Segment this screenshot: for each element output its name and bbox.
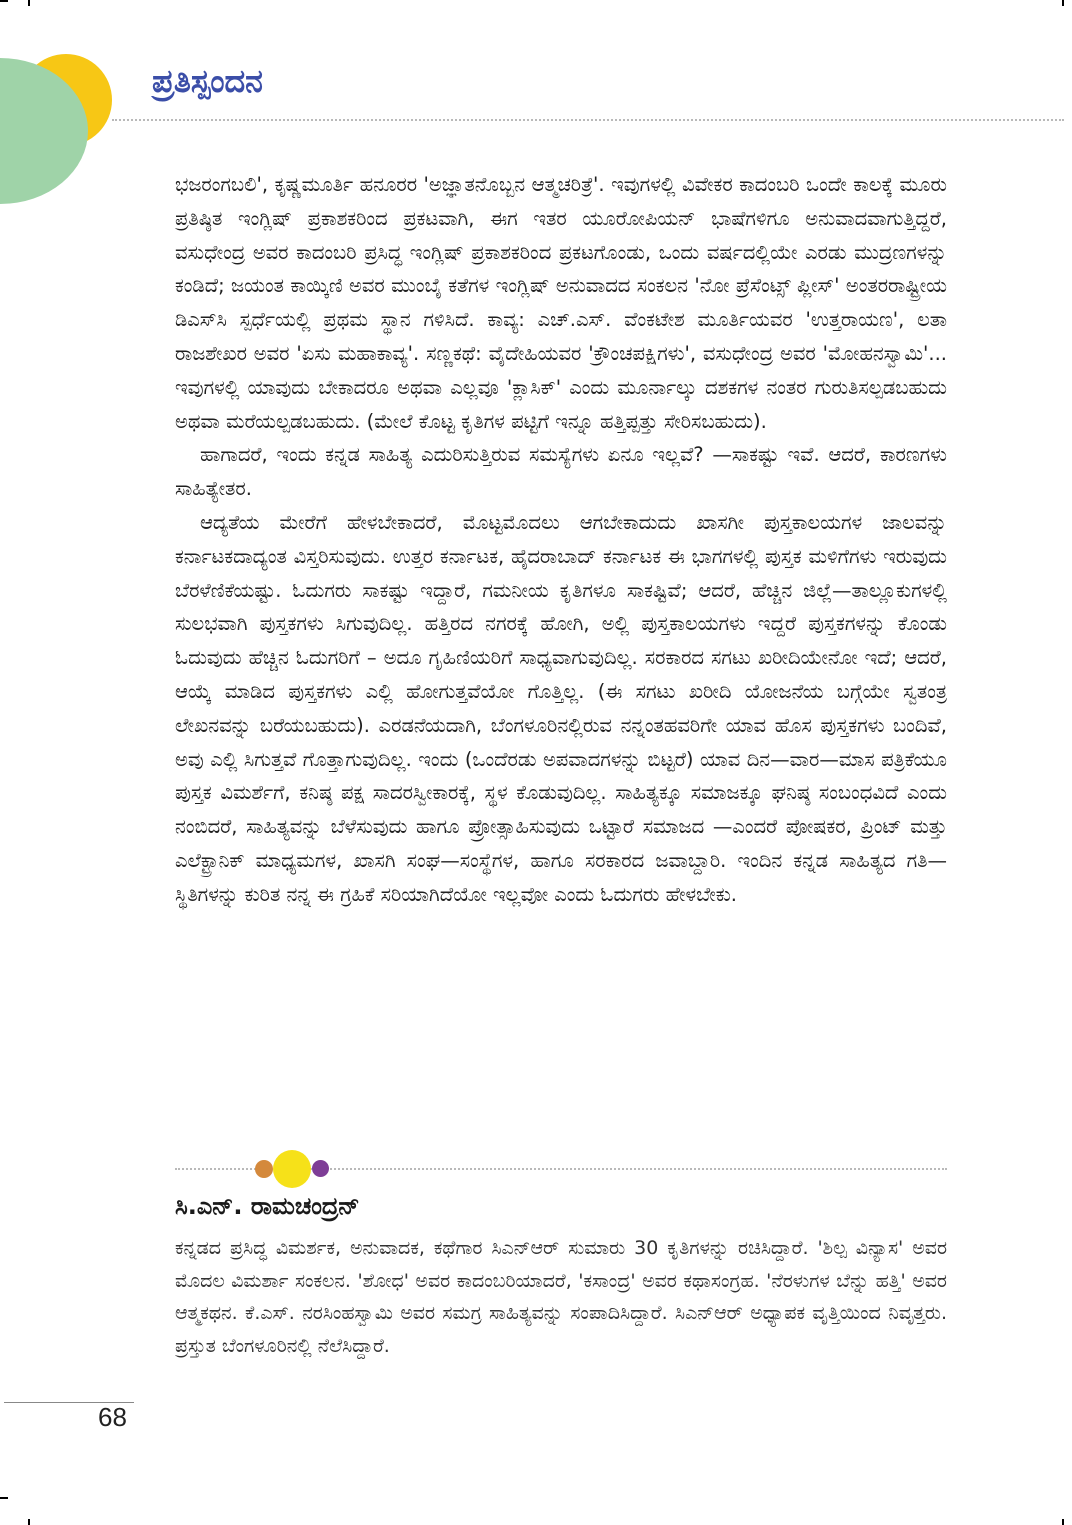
article-paragraph: ಭಜರಂಗಬಲಿ', ಕೃಷ್ಣಮೂರ್ತಿ ಹನೂರರ 'ಅಜ್ಞಾತನೊಬ್ಬನ ಆತ್ಮಚರಿತ್ರೆ'. ಇವುಗಳಲ್ಲಿ ವಿವೇಕರ ಕಾದಂಬರಿ ಒಂದೇ ಕಾಲಕ್ಕೆ ಮೂರು ಪ್ರತಿಷ್ಠಿತ ಇಂಗ್ಲಿಷ್ ಪ್ರಕಾಶಕರಿಂದ ಪ್ರಕಟವಾಗಿ, ಈಗ ಇತರ ಯೂರೋಪಿಯನ್ ಭಾಷೆಗಳಿಗೂ ಅನುವಾದವಾಗುತ್ತಿದ್ದರೆ, ವಸುಧೇಂದ್ರ ಅವರ ಕಾದಂಬರಿ ಪ್ರಸಿದ್ಧ ಇಂಗ್ಲಿಷ್ ಪ್ರಕಾಶಕರಿಂದ ಪ್ರಕಟಗೊಂಡು, ಒಂದು ವರ್ಷದಲ್ಲಿಯೇ ಎರಡು ಮುದ್ರಣಗಳನ್ನು ಕಂಡಿದೆ; ಜಯಂತ ಕಾಯ್ಕಿಣಿ ಅವರ ಮುಂಬೈ ಕತೆಗಳ ಇಂಗ್ಲಿಷ್ ಅನುವಾದದ ಸಂಕಲನ 'ನೋ ಪ್ರೆಸೆಂಟ್ಸ್ ಪ್ಲೀಸ್' ಅಂತರರಾಷ್ಟ್ರೀಯ ಡಿಎಸ್‌ಸಿ ಸ್ಪರ್ಧೆಯಲ್ಲಿ ಪ್ರಥಮ ಸ್ಥಾನ ಗಳಿಸಿದೆ. ಕಾವ್ಯ: ಎಚ್.ಎಸ್. ವೆಂಕಟೇಶ ಮೂರ್ತಿಯವರ 'ಉತ್ತರಾಯಣ', ಲತಾ ರಾಜಶೇಖರ ಅವರ 'ಏಸು ಮಹಾಕಾವ್ಯ'. ಸಣ್ಣಕಥೆ: ವೈದೇಹಿಯವರ 'ಕ್ರೌಂಚಪಕ್ಷಿಗಳು', ವಸುಧೇಂದ್ರ ಅವರ 'ಮೋಹನಸ್ವಾಮಿ'... ಇವುಗಳಲ್ಲಿ ಯಾವುದು ಬೇಕಾದರೂ ಅಥವಾ ಎಲ್ಲವೂ 'ಕ್ಲಾಸಿಕ್' ಎಂದು ಮೂರ್ನಾಲ್ಕು ದಶಕಗಳ ನಂತರ ಗುರುತಿಸಲ್ಪಡಬಹುದು ಅಥವಾ ಮರೆಯಲ್ಪಡಬಹುದು. (ಮೇಲೆ ಕೊಟ್ಟ ಕೃತಿಗಳ ಪಟ್ಟಿಗೆ ಇನ್ನೂ ಹತ್ತಿಪ್ಪತ್ತು ಸೇರಿಸಬಹುದು). xyxy=(175,173,947,433)
author-name: ಸಿ.ಎನ್. ರಾಮಚಂದ್ರನ್ xyxy=(175,1192,360,1220)
crop-mark xyxy=(28,1519,30,1525)
crop-mark xyxy=(0,1497,8,1499)
crop-mark xyxy=(28,0,30,6)
article-body xyxy=(175,168,947,912)
section-title: ಪ್ರತಿಸ್ಪಂದನ xyxy=(152,62,263,100)
title-dotted-rule xyxy=(112,119,1064,121)
decorative-orange-dot xyxy=(255,1160,273,1178)
decorative-purple-dot xyxy=(312,1160,329,1177)
page-number: 68 xyxy=(98,1402,127,1432)
article-paragraph: ಆದ್ಯತೆಯ ಮೇರೆಗೆ ಹೇಳಬೇಕಾದರೆ, ಮೊಟ್ಟಮೊದಲು ಆಗಬೇಕಾದುದು ಖಾಸಗೀ ಪುಸ್ತಕಾಲಯಗಳ ಜಾಲವನ್ನು ಕರ್ನಾಟಕದಾದ್ಯಂತ ವಿಸ್ತರಿಸುವುದು. ಉತ್ತರ ಕರ್ನಾಟಕ, ಹೈದರಾಬಾದ್ ಕರ್ನಾಟಕ ಈ ಭಾಗಗಳಲ್ಲಿ ಪುಸ್ತಕ ಮಳಿಗೆಗಳು ಇರುವುದು ಬೆರಳೆಣಿಕೆಯಷ್ಟು. ಓದುಗರು ಸಾಕಷ್ಟು ಇದ್ದಾರೆ, ಗಮನೀಯ ಕೃತಿಗಳೂ ಸಾಕಷ್ಟಿವೆ; ಆದರೆ, ಹೆಚ್ಚಿನ ಜಿಲ್ಲೆ—ತಾಲ್ಲೂಕುಗಳಲ್ಲಿ ಸುಲಭವಾಗಿ ಪುಸ್ತಕಗಳು ಸಿಗುವುದಿಲ್ಲ. ಹತ್ತಿರದ ನಗರಕ್ಕೆ ಹೋಗಿ, ಅಲ್ಲಿ ಪುಸ್ತಕಾಲಯಗಳು ಇದ್ದರೆ ಪುಸ್ತಕಗಳನ್ನು ಕೊಂಡು ಓದುವುದು ಹೆಚ್ಚಿನ ಓದುಗರಿಗೆ – ಅದೂ ಗೃಹಿಣಿಯರಿಗೆ ಸಾಧ್ಯವಾಗುವುದಿಲ್ಲ. ಸರಕಾರದ ಸಗಟು ಖರೀದಿಯೇನೋ ಇದೆ; ಆದರೆ, ಆಯ್ಕೆ ಮಾಡಿದ ಪುಸ್ತಕಗಳು ಎಲ್ಲಿ ಹೋಗುತ್ತವೆಯೋ ಗೊತ್ತಿಲ್ಲ. (ಈ ಸಗಟು ಖರೀದಿ ಯೋಜನೆಯ ಬಗ್ಗೆಯೇ ಸ್ವತಂತ್ರ ಲೇಖನವನ್ನು ಬರೆಯಬಹುದು). ಎರಡನೆಯದಾಗಿ, ಬೆಂಗಳೂರಿನಲ್ಲಿರುವ ನನ್ನಂತಹವರಿಗೇ ಯಾವ ಹೊಸ ಪುಸ್ತಕಗಳು ಬಂದಿವೆ, ಅವು ಎಲ್ಲಿ ಸಿಗುತ್ತವೆ ಗೊತ್ತಾಗುವುದಿಲ್ಲ. ಇಂದು (ಒಂದೆರಡು ಅಪವಾದಗಳನ್ನು ಬಿಟ್ಟರೆ) ಯಾವ ದಿನ—ವಾರ—ಮಾಸ ಪತ್ರಿಕೆಯೂ ಪುಸ್ತಕ ವಿಮರ್ಶೆಗೆ, ಕನಿಷ್ಠ ಪಕ್ಷ ಸಾದರಸ್ವೀಕಾರಕ್ಕೆ, ಸ್ಥಳ ಕೊಡುವುದಿಲ್ಲ. ಸಾಹಿತ್ಯಕ್ಕೂ ಸಮಾಜಕ್ಕೂ ಘನಿಷ್ಠ ಸಂಬಂಧವಿದೆ ಎಂದು ನಂಬಿದರೆ, ಸಾಹಿತ್ಯವನ್ನು ಬೆಳೆಸುವುದು ಹಾಗೂ ಪ್ರೋತ್ಸಾಹಿಸುವುದು ಒಟ್ಟಾರೆ ಸಮಾಜದ —ಎಂದರೆ ಪೋಷಕರ, ಪ್ರಿಂಟ್ ಮತ್ತು ಎಲೆಕ್ಟ್ರಾನಿಕ್ ಮಾಧ್ಯಮಗಳ, ಖಾಸಗಿ ಸಂಘ—ಸಂಸ್ಥೆಗಳ, ಹಾಗೂ ಸರಕಾರದ ಜವಾಬ್ದಾರಿ. ಇಂದಿನ ಕನ್ನಡ ಸಾಹಿತ್ಯದ ಗತಿ—ಸ್ಥಿತಿಗಳನ್ನು ಕುರಿತ ನನ್ನ ಈ ಗ್ರಹಿಕೆ ಸರಿಯಾಗಿದೆಯೋ ಇಲ್ಲವೋ ಎಂದು ಓದುಗರು ಹೇಳಬೇಕು. xyxy=(175,510,947,906)
crop-mark xyxy=(1062,1519,1064,1525)
author-bio: ಕನ್ನಡದ ಪ್ರಸಿದ್ಧ ವಿಮರ್ಶಕ, ಅನುವಾದಕ, ಕಥೆಗಾರ ಸಿಎನ್‌ಆರ್ ಸುಮಾರು 30 ಕೃತಿಗಳನ್ನು ರಚಿಸಿದ್ದಾರೆ. 'ಶಿಲ್ಪ ವಿನ್ಯಾಸ' ಅವರ ಮೊದಲ ವಿಮರ್ಶಾ ಸಂಕಲನ. 'ಶೋಧ' ಅವರ ಕಾದಂಬರಿಯಾದರೆ, 'ಕಸಾಂದ್ರ' ಅವರ ಕಥಾಸಂಗ್ರಹ. 'ನೆರಳುಗಳ ಬೆನ್ನು ಹತ್ತಿ' ಅವರ ಆತ್ಮಕಥನ. ಕೆ.ಎಸ್. ನರಸಿಂಹಸ್ವಾಮಿ ಅವರ ಸಮಗ್ರ ಸಾಹಿತ್ಯವನ್ನು ಸಂಪಾದಿಸಿದ್ದಾರೆ. ಸಿಎನ್‌ಆರ್ ಅಧ್ಯಾಪಕ ವೃತ್ತಿಯಿಂದ ನಿವೃತ್ತರು. ಪ್ರಸ್ತುತ ಬೆಂಗಳೂರಿನಲ್ಲಿ ನೆಲೆಸಿದ್ದಾರೆ. xyxy=(175,1237,947,1357)
section-divider xyxy=(175,1150,947,1186)
crop-mark xyxy=(0,0,8,2)
decorative-yellow-dot xyxy=(273,1150,311,1188)
crop-mark xyxy=(1062,0,1064,6)
article-paragraph: ಹಾಗಾದರೆ, ಇಂದು ಕನ್ನಡ ಸಾಹಿತ್ಯ ಎದುರಿಸುತ್ತಿರುವ ಸಮಸ್ಯೆಗಳು ಏನೂ ಇಲ್ಲವೆ? —ಸಾಕಷ್ಟು ಇವೆ. ಆದರೆ, ಕಾರಣಗಳು ಸಾಹಿತ್ಯೇತರ. xyxy=(175,443,947,501)
